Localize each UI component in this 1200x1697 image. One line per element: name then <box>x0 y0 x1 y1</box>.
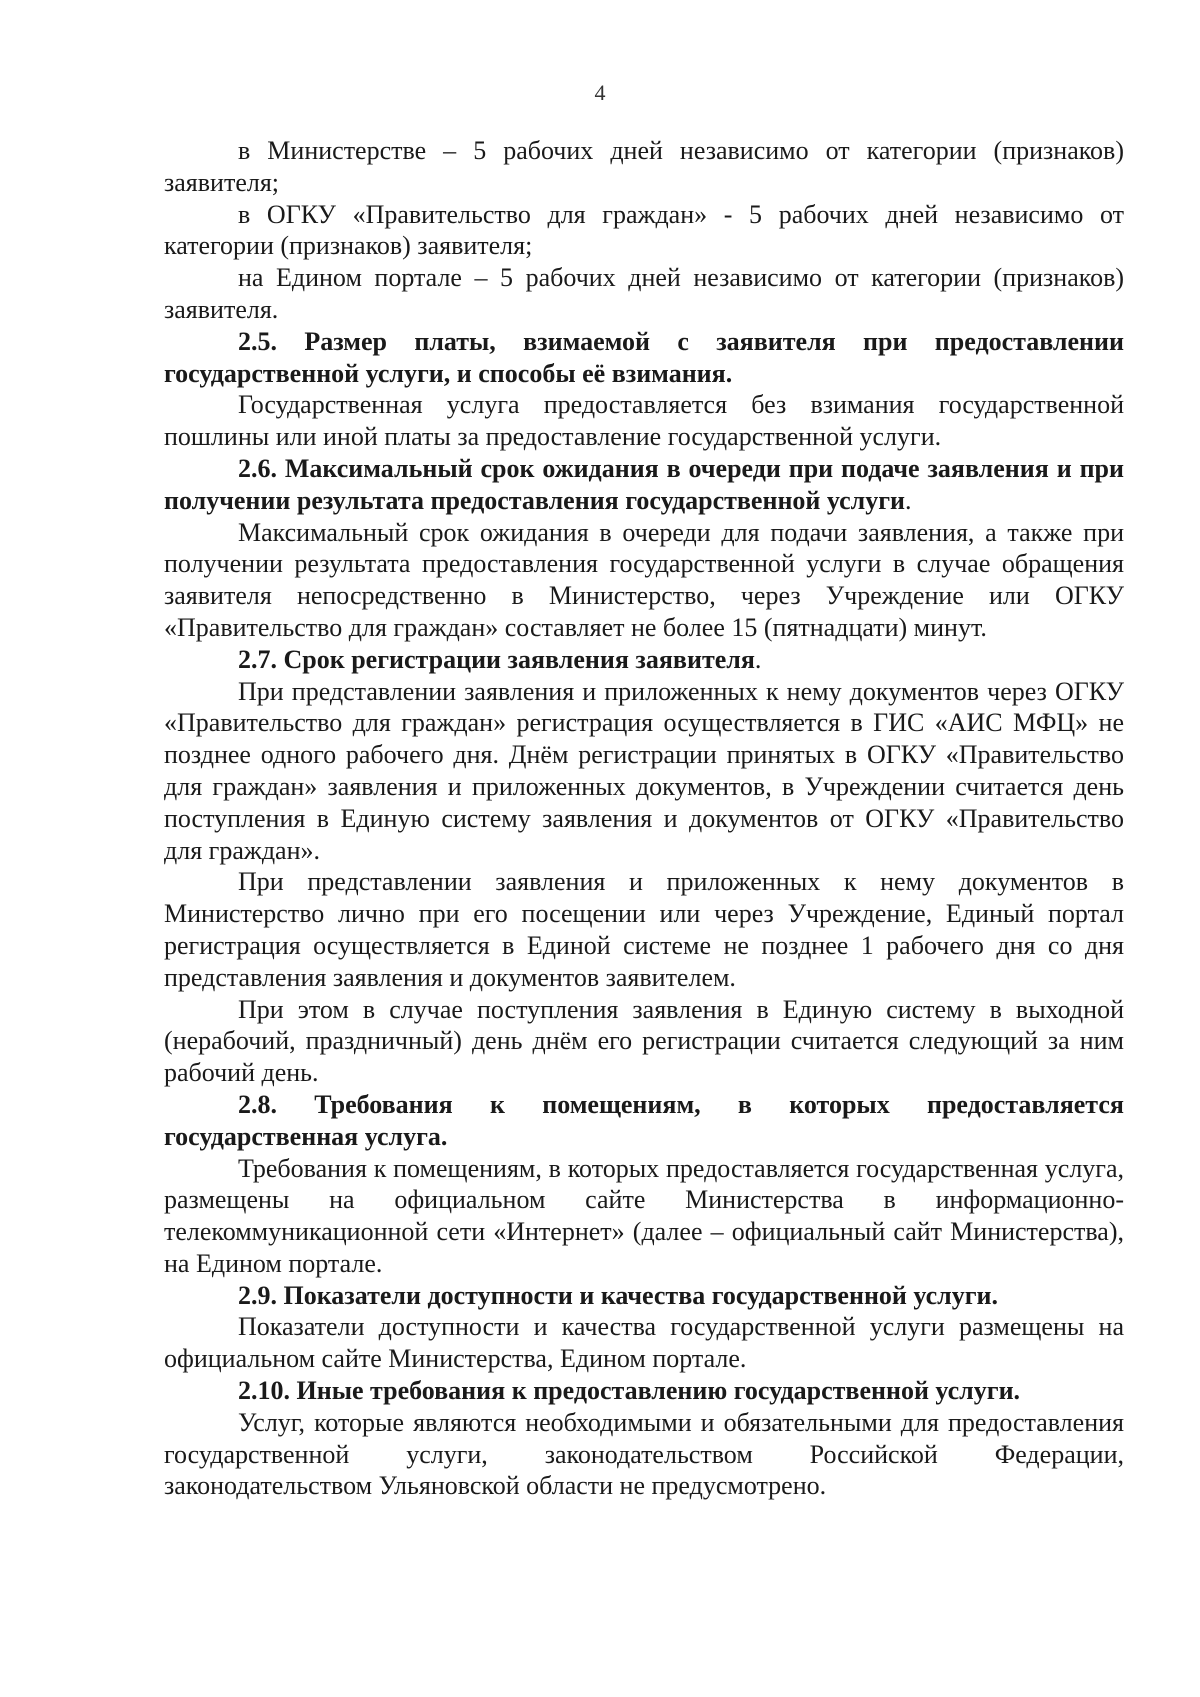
paragraph-queue-time: Максимальный срок ожидания в очереди для подачи заявления, а также при получении результата предоставления государственной услуги в случае обращения заявителя непосредственно в Министерство, через Учреждение или ОГКУ «Правительство для граждан» составляет не более 15 (пятнадцати) минут. <box>164 517 1124 642</box>
paragraph-quality-indicators: Показатели доступности и качества государственной услуги размещены на официальном сайте Министерства, Едином портале. <box>164 1312 1124 1374</box>
paragraph-fee: Государственная услуга предоставляется без взимания государственной пошлины или иной платы за предоставление государственной услуги. <box>164 390 1124 452</box>
section-heading-2-10: 2.10. Иные требования к предоставлению государственной услуги. <box>238 1376 1021 1406</box>
section-heading-2-7 <box>164 644 1124 676</box>
section-heading-2-9: 2.9. Показатели доступности и качества государственной услуги. <box>238 1280 999 1310</box>
section-heading-2-5: 2.5. Размер платы, взимаемой с заявителя при предоставлении государственной услуги, и способы её взимания. <box>164 326 1124 388</box>
paragraph-other-requirements: Услуг, которые являются необходимыми и обязательными для предоставления государственной услуги, законодательством Российской Федерации, законодательством Ульяновской области не предусмотрено. <box>164 1407 1124 1501</box>
document-body <box>164 135 1124 1502</box>
section-heading-2-8: 2.8. Требования к помещениям, в которых предоставляется государственная услуга. <box>164 1089 1124 1151</box>
section-heading-2-6 <box>164 453 1124 517</box>
paragraph-term-portal: на Едином портале – 5 рабочих дней независимо от категории (признаков) заявителя. <box>164 263 1124 324</box>
section-heading-2-7-text: 2.7. Срок регистрации заявления заявителя <box>238 644 755 674</box>
paragraph-term-ministry: в Министерстве – 5 рабочих дней независимо от категории (признаков) заявителя; <box>164 136 1124 197</box>
section-heading-2-6-text: 2.6. Максимальный срок ожидания в очереди при подаче заявления и при получении результата предоставления государственной услуги <box>164 453 1124 515</box>
paragraph-registration-ogku: При представлении заявления и приложенных к нему документов через ОГКУ «Правительство для граждан» регистрация осуществляется в ГИС «АИС МФЦ» не позднее одного рабочего дня. Днём регистрации принятых в ОГКУ «Правительство для граждан» заявления и приложенных документов, в Учреждении считается день поступления в Единую систему заявления и документов от ОГКУ «Правительство для граждан». <box>164 676 1124 865</box>
section-heading-2-6-period: . <box>905 485 912 515</box>
paragraph-term-ogku: в ОГКУ «Правительство для граждан» - 5 рабочих дней независимо от категории (признаков) заявителя; <box>164 199 1124 261</box>
paragraph-registration-holiday: При этом в случае поступления заявления в Единую систему в выходной (нерабочий, праздничный) день днём его регистрации считается следующий за ним рабочий день. <box>164 994 1124 1088</box>
paragraph-premises: Требования к помещениям, в которых предоставляется государственная услуга, размещены на официальном сайте Министерства в информационно-телекоммуникационной сети «Интернет» (далее – официальный сайт Министерства), на Едином портале. <box>164 1153 1124 1278</box>
section-heading-2-7-period: . <box>754 644 762 674</box>
paragraph-registration-ministry: При представлении заявления и приложенных к нему документов в Министерство лично при его посещении или через Учреждение, Единый портал регистрация осуществляется в Единой системе не позднее 1 рабочего дня со дня представления заявления и документов заявителем. <box>164 867 1124 992</box>
page-number: 4 <box>594 80 606 105</box>
